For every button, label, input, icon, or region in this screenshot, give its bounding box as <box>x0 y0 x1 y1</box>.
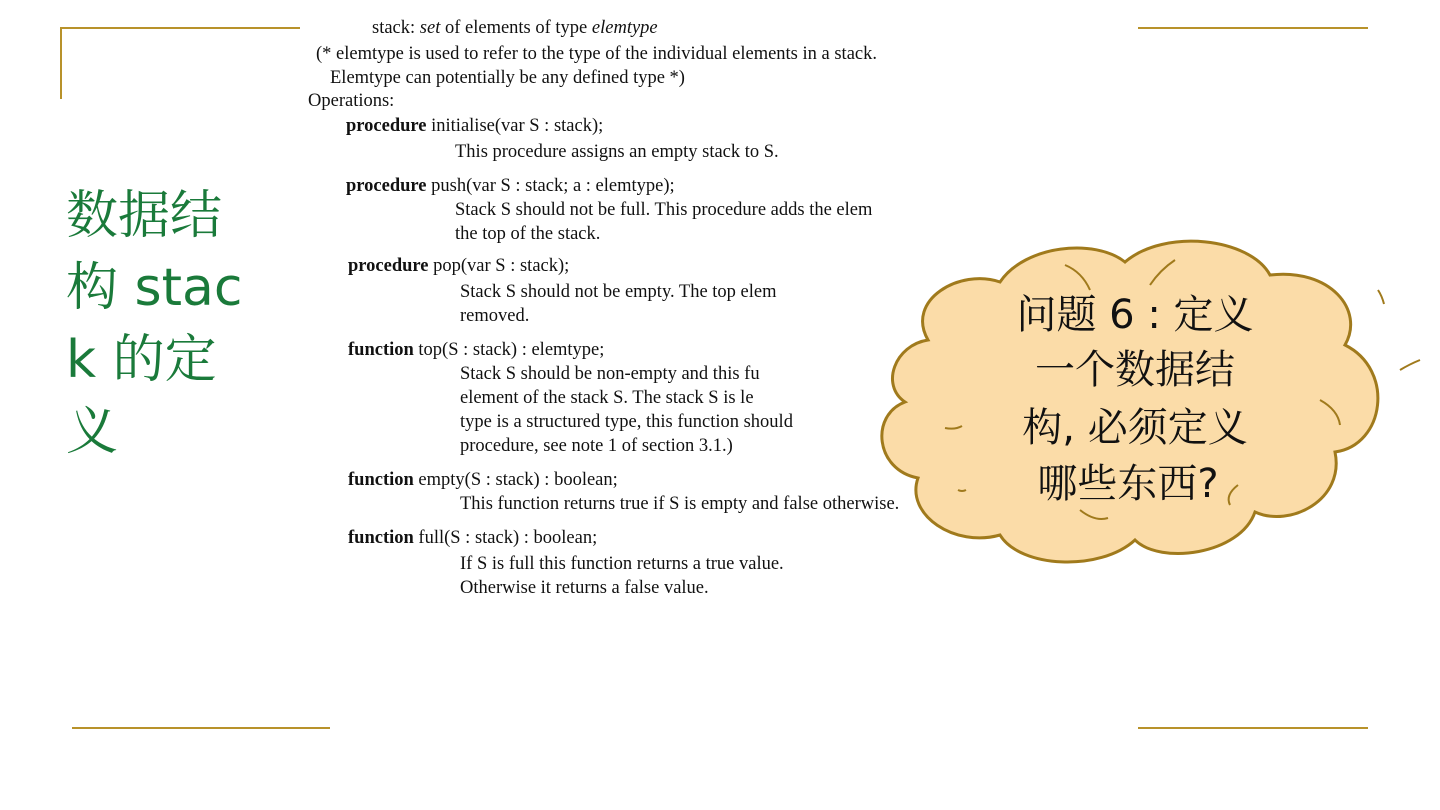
slide-title-line: 数据结 <box>66 186 223 246</box>
operation-description: procedure, see note 1 of section 3.1.) <box>460 436 733 456</box>
operation-signature: procedure initialise(var S : stack); <box>346 116 604 136</box>
operation-description: If S is full this function returns a true value. <box>460 554 784 574</box>
callout-line: 构, 必须定义 <box>1022 405 1248 451</box>
slide-title-line: k 的定 <box>66 330 217 390</box>
operation-signature: function top(S : stack) : elemtype; <box>348 340 605 360</box>
operation-description: element of the stack S. The stack S is le <box>460 388 754 408</box>
operation-description: This procedure assigns an empty stack to S. <box>455 142 779 162</box>
operation-signature: function full(S : stack) : boolean; <box>348 528 598 548</box>
operations-heading: Operations: <box>308 91 395 111</box>
operation-description: Otherwise it returns a false value. <box>460 578 709 598</box>
definition-line-2: (* elemtype is used to refer to the type of the individual elements in a stack. <box>316 44 877 64</box>
definition-line-3: Elemtype can potentially be any defined type *) <box>330 68 685 88</box>
slide-title-line: 构 stac <box>66 258 243 318</box>
operation-description: Stack S should be non-empty and this fu <box>460 364 760 384</box>
cloud-tail-stroke <box>1378 290 1384 304</box>
callout-line: 哪些东西? <box>1037 461 1219 507</box>
definition-line-1: stack: set of elements of type elemtype <box>372 18 658 38</box>
operation-description: Stack S should not be full. This procedure adds the elem <box>455 200 873 220</box>
operation-signature: procedure pop(var S : stack); <box>348 256 570 276</box>
slide-title-line: 义 <box>66 402 119 462</box>
cloud-inner-stroke <box>958 490 966 491</box>
cloud-tail-stroke <box>1400 360 1420 370</box>
operation-signature: function empty(S : stack) : boolean; <box>348 470 618 490</box>
callout-line: 一个数据结 <box>1035 347 1235 393</box>
operation-description: This function returns true if S is empty and false otherwise. <box>460 494 900 514</box>
operation-signature: procedure push(var S : stack; a : elemtype); <box>346 176 675 196</box>
operation-description: removed. <box>460 306 530 326</box>
operation-description: type is a structured type, this function should <box>460 412 793 432</box>
callout-line: 问题 6 : 定义 <box>1016 292 1254 338</box>
operation-description: Stack S should not be empty. The top elem <box>460 282 777 302</box>
operation-description: the top of the stack. <box>455 224 601 244</box>
